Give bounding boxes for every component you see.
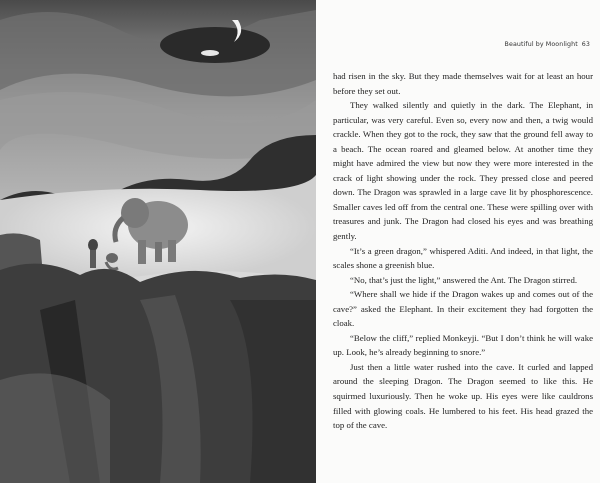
dark-cloud: [160, 27, 270, 63]
page-number: 63: [581, 41, 590, 48]
paragraph: had risen in the sky. But they made themselves wait for at least an hour before they set out.: [333, 71, 593, 96]
paragraph: “It’s a green dragon,” whispered Aditi. And indeed, in that light, the scales shone a greenish blue.: [333, 245, 593, 271]
paragraph: “No, that’s just the light,” answered the Ant. The Dragon stirred.: [350, 274, 578, 285]
paragraph: Just then a little water rushed into the cave. It curled and lapped around the sleeping Dragon. The Dragon seemed to like this. He squirmed luxuriously. Then he woke up. His eyes were like cauldrons filled with glowing coals. He lumbered to his feet. His head grazed the top of the cave.: [333, 361, 593, 431]
paragraph: “Below the cliff,” replied Monkeyji. “But I don’t think he will wake up. Look, he’s already beginning to snore.”: [333, 332, 593, 358]
running-head-title: Beautiful by Moonlight: [504, 41, 578, 48]
text-page: [316, 0, 600, 483]
moonlit-cloud-highlight: [201, 50, 219, 56]
story-text: [333, 69, 593, 433]
paragraph: They walked silently and quietly in the dark. The Elephant, in particular, was very careful. Even so, every now and then, a twig would crackle. When they got to the rock, they saw that the ground fell away to a beach. The ocean roared and gleamed below. At another time they might have admired the view but now they were more interested in the crack of light showing under the rock. They pressed close and peered down. The Dragon was sprawled in a large cave lit by phosphorescence. Smaller caves led off from the central one. These were spilling over with treasures and junk. The Dragon had closed his eyes and was breathing gently.: [333, 100, 593, 242]
running-head: [505, 41, 590, 48]
paragraph: “Where shall we hide if the Dragon wakes up and comes out of the cave?” asked the Elephant. In their excitement they had forgotten the cloak.: [333, 289, 593, 329]
rock-wash: [0, 373, 110, 483]
